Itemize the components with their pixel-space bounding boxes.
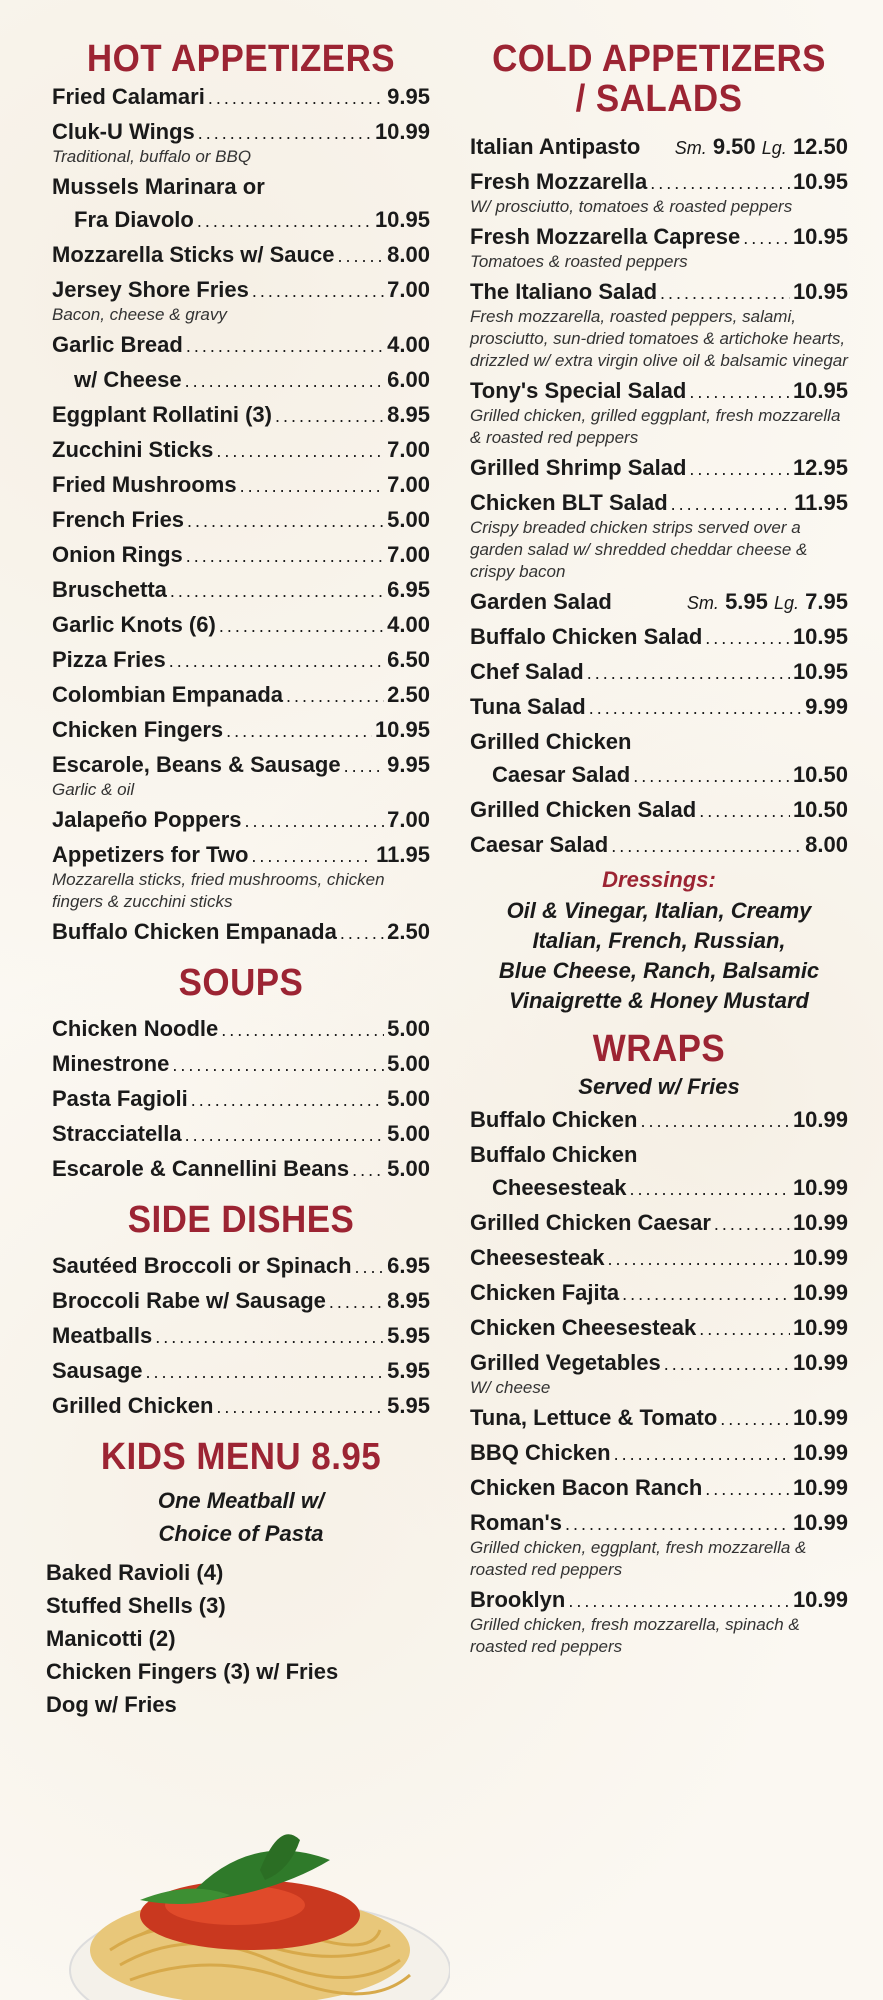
leader-dots: [699, 1311, 790, 1346]
kids-menu-subtitle-1: One Meatball w/: [157, 1487, 325, 1513]
leader-dots: [240, 468, 385, 503]
leader-dots: [664, 1346, 790, 1381]
menu-item-name: Colombian Empanada: [52, 681, 284, 707]
menu-item-name: Chicken Bacon Ranch: [470, 1474, 703, 1500]
menu-item-bruschetta: [52, 573, 430, 608]
menu-item-name: Buffalo Chicken Salad: [470, 623, 703, 649]
kids-menu-subtitle-2: Choice of Pasta: [158, 1520, 324, 1546]
menu-item-name: Sausage: [52, 1357, 143, 1383]
menu-item-name: Minestrone: [52, 1050, 170, 1076]
menu-item-italian-antipasto: Italian Antipasto Sm. 9.50 Lg. 12.50: [470, 133, 848, 159]
spaghetti-plate-illustration: [50, 1800, 450, 2000]
menu-item-price: 5.00: [387, 506, 430, 532]
leader-dots: [633, 758, 790, 793]
menu-item-description: W/ prosciutto, tomatoes & roasted peppers: [470, 196, 793, 216]
menu-item-price: 9.95: [387, 83, 430, 109]
menu-item-price: 9.99: [805, 693, 848, 719]
menu-item-price: 11.95: [376, 841, 430, 867]
menu-item-name: Broccoli Rabe w/ Sausage: [52, 1287, 326, 1313]
kids-menu-heading: KIDS MENU 8.95: [100, 1435, 382, 1478]
menu-item-eggplant-rollatini-3: [52, 398, 430, 433]
menu-item-name: Chicken Fajita: [470, 1279, 620, 1305]
cold-appetizers-heading-2: / SALADS: [575, 77, 743, 120]
menu-item-chicken-cheesesteak: [470, 1311, 848, 1346]
leader-dots: [252, 273, 384, 308]
wraps-heading: WRAPS: [592, 1027, 726, 1070]
leader-dots: [608, 1241, 790, 1276]
menu-item-price: 10.99: [792, 1279, 848, 1305]
dressings-line-1: Oil & Vinegar, Italian, Creamy: [506, 897, 812, 923]
menu-item-price: 10.95: [792, 658, 848, 684]
leader-dots: [650, 165, 790, 200]
menu-item-description: Garlic & oil: [52, 779, 135, 799]
menu-item-description: Mozzarella sticks, fried mushrooms, chicken fingers & zucchini sticks: [52, 869, 385, 911]
menu-item-price: 11.95: [794, 489, 848, 515]
menu-item-name: Escarole & Cannellini Beans: [52, 1155, 350, 1181]
menu-item-name: Buffalo Chicken Empanada: [52, 918, 337, 944]
menu-item-cheesesteak: [470, 1171, 848, 1206]
menu-item-price: 10.99: [792, 1106, 848, 1132]
menu-item-brooklyn: [470, 1583, 848, 1618]
menu-item-price: 6.95: [387, 576, 430, 602]
menu-item-price: 10.95: [792, 278, 848, 304]
menu-item-cluk-u-wings: [52, 115, 430, 150]
leader-dots: [155, 1319, 384, 1354]
menu-item-name: Jersey Shore Fries: [52, 276, 249, 302]
menu-item-price: 10.99: [792, 1404, 848, 1430]
menu-item-name: Pasta Fagioli: [52, 1085, 188, 1111]
menu-item-grilled-chicken: [470, 725, 848, 758]
menu-item-name: The Italiano Salad: [470, 278, 658, 304]
leader-dots: [743, 220, 790, 255]
leader-dots: [705, 1471, 790, 1506]
menu-item-price: 10.99: [792, 1244, 848, 1270]
menu-item-price: 10.95: [374, 716, 430, 742]
leader-dots: [689, 451, 790, 486]
menu-item-stracciatella: [52, 1117, 430, 1152]
menu-item-description: W/ cheese: [470, 1377, 551, 1397]
leader-dots: [191, 1082, 384, 1117]
menu-item-buffalo-chicken-empanada: [52, 915, 430, 950]
menu-item-price: 8.00: [805, 831, 848, 857]
menu-item-name: BBQ Chicken: [470, 1439, 611, 1465]
menu-item-price: 10.99: [792, 1209, 848, 1235]
menu-item-price: 6.50: [387, 646, 430, 672]
menu-item-name: Stracciatella: [52, 1120, 182, 1146]
kids-menu-item: Chicken Fingers (3) w/ Fries: [46, 1658, 339, 1684]
menu-item-name: Cluk-U Wings: [52, 118, 195, 144]
leader-dots: [286, 678, 384, 713]
menu-item-price: 8.95: [387, 1287, 430, 1313]
leader-dots: [565, 1506, 790, 1541]
menu-item-price: 6.00: [387, 366, 430, 392]
menu-item-the-italiano-salad: [470, 275, 848, 310]
menu-item-name: Zucchini Sticks: [52, 436, 214, 462]
menu-item-description: Fresh mozzarella, roasted peppers, salami, prosciutto, sun-dried tomatoes & artichoke hearts, drizzled w/ extra virgin olive oil & balsamic vinegar: [470, 306, 848, 370]
leader-dots: [611, 828, 802, 863]
menu-item-price: 10.99: [792, 1586, 848, 1612]
menu-item-name: Roman's: [470, 1509, 563, 1535]
kids-menu-list: [46, 1556, 430, 1721]
leader-dots: [219, 608, 384, 643]
hot-appetizers-heading: HOT APPETIZERS: [86, 38, 396, 80]
menu-item-broccoli-rabe-w-sausage: [52, 1284, 430, 1319]
menu-item-onion-rings: [52, 538, 430, 573]
leader-dots: [198, 115, 372, 150]
leader-dots: [186, 328, 384, 363]
leader-dots: [221, 1012, 384, 1047]
menu-item-price: 10.95: [374, 206, 430, 232]
leader-dots: [216, 433, 384, 468]
menu-item-name: Garlic Knots (6): [52, 611, 216, 637]
leader-dots: [275, 398, 384, 433]
menu-item-grilled-chicken-caesar: [470, 1206, 848, 1241]
leader-dots: [630, 1171, 790, 1206]
cold-appetizers-list: [470, 165, 848, 583]
menu-item-price: 7.00: [387, 436, 430, 462]
cold-appetizers-heading: COLD APPETIZERS: [492, 38, 826, 80]
menu-item-price: 10.99: [792, 1174, 848, 1200]
menu-item-description: Grilled chicken, eggplant, fresh mozzarella & roasted red peppers: [470, 1537, 807, 1579]
soups-list: [52, 1012, 430, 1187]
menu-item-fresh-mozzarella-caprese: [470, 220, 848, 255]
menu-item-chicken-fajita: [470, 1276, 848, 1311]
dressings-line-3: Blue Cheese, Ranch, Balsamic: [498, 957, 820, 983]
menu-item-chef-salad: [470, 655, 848, 690]
menu-item-sausage: [52, 1354, 430, 1389]
menu-item-price: 10.95: [792, 223, 848, 249]
menu-item-description: Grilled chicken, grilled eggplant, fresh mozzarella & roasted red peppers: [470, 405, 841, 447]
menu-item-name: Fresh Mozzarella Caprese: [470, 223, 741, 249]
leader-dots: [640, 1103, 789, 1138]
menu-item-price: 10.50: [792, 761, 848, 787]
menu-item-price: 10.99: [792, 1509, 848, 1535]
leader-dots: [146, 1354, 385, 1389]
menu-item-description: Tomatoes & roasted peppers: [470, 251, 688, 271]
menu-item-price: 7.00: [387, 276, 430, 302]
menu-item-garlic-knots-6: [52, 608, 430, 643]
menu-item-price: 7.00: [387, 541, 430, 567]
menu-item-name: French Fries: [52, 506, 185, 532]
leader-dots: [614, 1436, 790, 1471]
menu-item-buffalo-chicken: [470, 1103, 848, 1138]
menu-item-name: Chicken Noodle: [52, 1015, 219, 1041]
menu-item-name: Grilled Vegetables: [470, 1349, 661, 1375]
leader-dots: [355, 1249, 385, 1284]
leader-dots: [245, 803, 385, 838]
menu-item-price: 10.99: [792, 1314, 848, 1340]
menu-item-saut-ed-broccoli-or-spinach: [52, 1249, 430, 1284]
menu-item-jalape-o-poppers: [52, 803, 430, 838]
menu-item-name: Grilled Chicken: [52, 1392, 214, 1418]
menu-item-name: Fra Diavolo: [74, 206, 194, 232]
leader-dots: [187, 503, 384, 538]
menu-item-buffalo-chicken-salad: [470, 620, 848, 655]
menu-item-price: 10.99: [374, 118, 430, 144]
menu-item-chicken-blt-salad: [470, 486, 848, 521]
menu-item-name: Bruschetta: [52, 576, 167, 602]
menu-item-price: 10.99: [792, 1349, 848, 1375]
leader-dots: [172, 1047, 384, 1082]
leader-dots: [170, 573, 384, 608]
leader-dots: [352, 1152, 384, 1187]
leader-dots: [622, 1276, 790, 1311]
wraps-subtitle: Served w/ Fries: [578, 1073, 740, 1099]
menu-item-mussels-marinara-or: [52, 170, 430, 203]
menu-item-name: Chicken BLT Salad: [470, 489, 668, 515]
menu-item-pasta-fagioli: [52, 1082, 430, 1117]
menu-item-fried-calamari: [52, 80, 430, 115]
menu-item-name: Buffalo Chicken: [470, 1141, 638, 1167]
menu-item-name: Sautéed Broccoli or Spinach: [52, 1252, 352, 1278]
kids-menu-item: Dog w/ Fries: [46, 1691, 177, 1717]
leader-dots: [329, 1284, 384, 1319]
menu-item-price: 7.00: [387, 471, 430, 497]
menu-item-price: 2.50: [387, 918, 430, 944]
menu-item-name: Tuna, Lettuce & Tomato: [470, 1404, 718, 1430]
menu-item-price: 2.50: [387, 681, 430, 707]
menu-item-name: Caesar Salad: [492, 761, 631, 787]
hot-appetizers-list: [52, 80, 430, 950]
menu-item-name: Onion Rings: [52, 541, 183, 567]
leader-dots: [251, 838, 373, 873]
menu-item-price: 5.95: [387, 1392, 430, 1418]
leader-dots: [344, 748, 385, 783]
menu-item-grilled-vegetables: [470, 1346, 848, 1381]
menu-item-price: 5.95: [387, 1357, 430, 1383]
menu-item-price: 10.99: [792, 1439, 848, 1465]
leader-dots: [186, 538, 384, 573]
menu-item-price: 10.95: [792, 623, 848, 649]
menu-item-name: Buffalo Chicken: [470, 1106, 638, 1132]
menu-item-garden-salad: Garden Salad Sm. 5.95 Lg. 7.95: [470, 588, 848, 614]
menu-item-name: Grilled Shrimp Salad: [470, 454, 687, 480]
dressings-label: Dressings:: [602, 866, 716, 892]
leader-dots: [208, 80, 384, 115]
leader-dots: [216, 1389, 384, 1424]
leader-dots: [340, 915, 384, 950]
menu-item-price: 8.95: [387, 401, 430, 427]
kids-menu-item: Baked Ravioli (4): [46, 1559, 224, 1585]
leader-dots: [689, 374, 790, 409]
menu-item-garlic-bread: [52, 328, 430, 363]
menu-item-minestrone: [52, 1047, 430, 1082]
menu-item-colombian-empanada: [52, 678, 430, 713]
soups-heading: SOUPS: [178, 961, 304, 1004]
menu-item-chicken-fingers: [52, 713, 430, 748]
menu-item-fresh-mozzarella: [470, 165, 848, 200]
menu-item-name: Pizza Fries: [52, 646, 166, 672]
menu-item-caesar-salad: [470, 828, 848, 863]
menu-item-name: Fried Mushrooms: [52, 471, 237, 497]
wraps-list: [470, 1103, 848, 1658]
menu-item-price: 5.95: [387, 1322, 430, 1348]
menu-item-escarole-beans-sausage: [52, 748, 430, 783]
leader-dots: [226, 713, 372, 748]
menu-item-tuna-salad: [470, 690, 848, 725]
menu-item-price: 5.00: [387, 1050, 430, 1076]
menu-item-name: Mozzarella Sticks w/ Sauce: [52, 241, 335, 267]
menu-item-name: Grilled Chicken Caesar: [470, 1209, 711, 1235]
leader-dots: [699, 793, 790, 828]
menu-item-grilled-chicken: [52, 1389, 430, 1424]
menu-item-price: 4.00: [387, 611, 430, 637]
menu-item-price: 5.00: [387, 1015, 430, 1041]
menu-item-price: 5.00: [387, 1155, 430, 1181]
menu-item-price: 8.00: [387, 241, 430, 267]
menu-item-name: Garlic Bread: [52, 331, 183, 357]
menu-item-name: Chef Salad: [470, 658, 584, 684]
menu-item-name: Chicken Fingers: [52, 716, 224, 742]
leader-dots: [587, 655, 790, 690]
menu-item-fried-mushrooms: [52, 468, 430, 503]
menu-item-description: Grilled chicken, fresh mozzarella, spinach & roasted red peppers: [470, 1614, 800, 1656]
menu-item-price: 10.99: [792, 1474, 848, 1500]
menu-item-name: Tony's Special Salad: [470, 377, 687, 403]
menu-item-caesar-salad: [470, 758, 848, 793]
leader-dots: [671, 486, 792, 521]
leader-dots: [589, 690, 802, 725]
menu-item-french-fries: [52, 503, 430, 538]
kids-menu-item: Stuffed Shells (3): [46, 1592, 226, 1618]
menu-item-name: Cheesesteak: [470, 1244, 605, 1270]
menu-item-escarole-cannellini-beans: [52, 1152, 430, 1187]
leader-dots: [337, 238, 384, 273]
menu-item-name: Chicken Cheesesteak: [470, 1314, 697, 1340]
menu-item-price: 7.00: [387, 806, 430, 832]
leader-dots: [714, 1206, 790, 1241]
kids-menu-item: Manicotti (2): [46, 1625, 176, 1651]
menu-item-name: Mussels Marinara or: [52, 173, 265, 199]
menu-item-jersey-shore-fries: [52, 273, 430, 308]
menu-item-chicken-bacon-ranch: [470, 1471, 848, 1506]
menu-item-description: Crispy breaded chicken strips served over a garden salad w/ shredded cheddar cheese & crispy bacon: [470, 517, 808, 581]
menu-item-tony-s-special-salad: [470, 374, 848, 409]
menu-item-tuna-lettuce-tomato: [470, 1401, 848, 1436]
menu-item-name: Fried Calamari: [52, 83, 205, 109]
menu-item-price: 6.95: [387, 1252, 430, 1278]
menu-item-name: Jalapeño Poppers: [52, 806, 242, 832]
leader-dots: [660, 275, 790, 310]
menu-item-name: Appetizers for Two: [52, 841, 249, 867]
menu-item-cheesesteak: [470, 1241, 848, 1276]
cold-appetizers-list-2: [470, 620, 848, 863]
leader-dots: [705, 620, 790, 655]
menu-item-roman-s: [470, 1506, 848, 1541]
menu-item-name: Fresh Mozzarella: [470, 168, 648, 194]
menu-item-price: 5.00: [387, 1085, 430, 1111]
menu-item-zucchini-sticks: [52, 433, 430, 468]
menu-item-fra-diavolo: [52, 203, 430, 238]
leader-dots: [185, 363, 385, 398]
leader-dots: [169, 643, 384, 678]
menu-item-name: w/ Cheese: [74, 366, 182, 392]
menu-item-price: 12.95: [792, 454, 848, 480]
menu-item-name: Tuna Salad: [470, 693, 586, 719]
menu-item-name: Grilled Chicken Salad: [470, 796, 697, 822]
menu-item-price: 9.95: [387, 751, 430, 777]
menu-item-name: Grilled Chicken: [470, 728, 632, 754]
leader-dots: [197, 203, 372, 238]
menu-item-name: Meatballs: [52, 1322, 153, 1348]
menu-item-price: 10.95: [792, 168, 848, 194]
menu-item-chicken-noodle: [52, 1012, 430, 1047]
left-column: [46, 38, 430, 1721]
menu-item-description: Bacon, cheese & gravy: [52, 304, 227, 324]
dressings-line-4: Vinaigrette & Honey Mustard: [509, 987, 809, 1013]
menu-item-name: Escarole, Beans & Sausage: [52, 751, 341, 777]
menu-item-name: Caesar Salad: [470, 831, 609, 857]
menu-item-w-cheese: [52, 363, 430, 398]
menu-item-grilled-shrimp-salad: [470, 451, 848, 486]
leader-dots: [568, 1583, 790, 1618]
leader-dots: [720, 1401, 790, 1436]
menu-item-bbq-chicken: [470, 1436, 848, 1471]
menu-item-pizza-fries: [52, 643, 430, 678]
menu-item-price: 10.95: [792, 377, 848, 403]
menu-item-buffalo-chicken: [470, 1138, 848, 1171]
menu-item-price: 4.00: [387, 331, 430, 357]
menu-item-description: Traditional, buffalo or BBQ: [52, 146, 252, 166]
side-dishes-list: [52, 1249, 430, 1424]
dressings-line-2: Italian, French, Russian,: [532, 927, 786, 953]
menu-item-price: 10.50: [792, 796, 848, 822]
menu-item-name: Brooklyn: [470, 1586, 566, 1612]
side-dishes-heading: SIDE DISHES: [127, 1198, 355, 1241]
right-column: [470, 40, 848, 1660]
menu-item-mozzarella-sticks-w-sauce: [52, 238, 430, 273]
menu-item-name: Eggplant Rollatini (3): [52, 401, 272, 427]
menu-item-meatballs: [52, 1319, 430, 1354]
menu-item-grilled-chicken-salad: [470, 793, 848, 828]
menu-item-name: Cheesesteak: [492, 1174, 627, 1200]
leader-dots: [185, 1117, 385, 1152]
menu-item-appetizers-for-two: [52, 838, 430, 873]
menu-item-price: 5.00: [387, 1120, 430, 1146]
